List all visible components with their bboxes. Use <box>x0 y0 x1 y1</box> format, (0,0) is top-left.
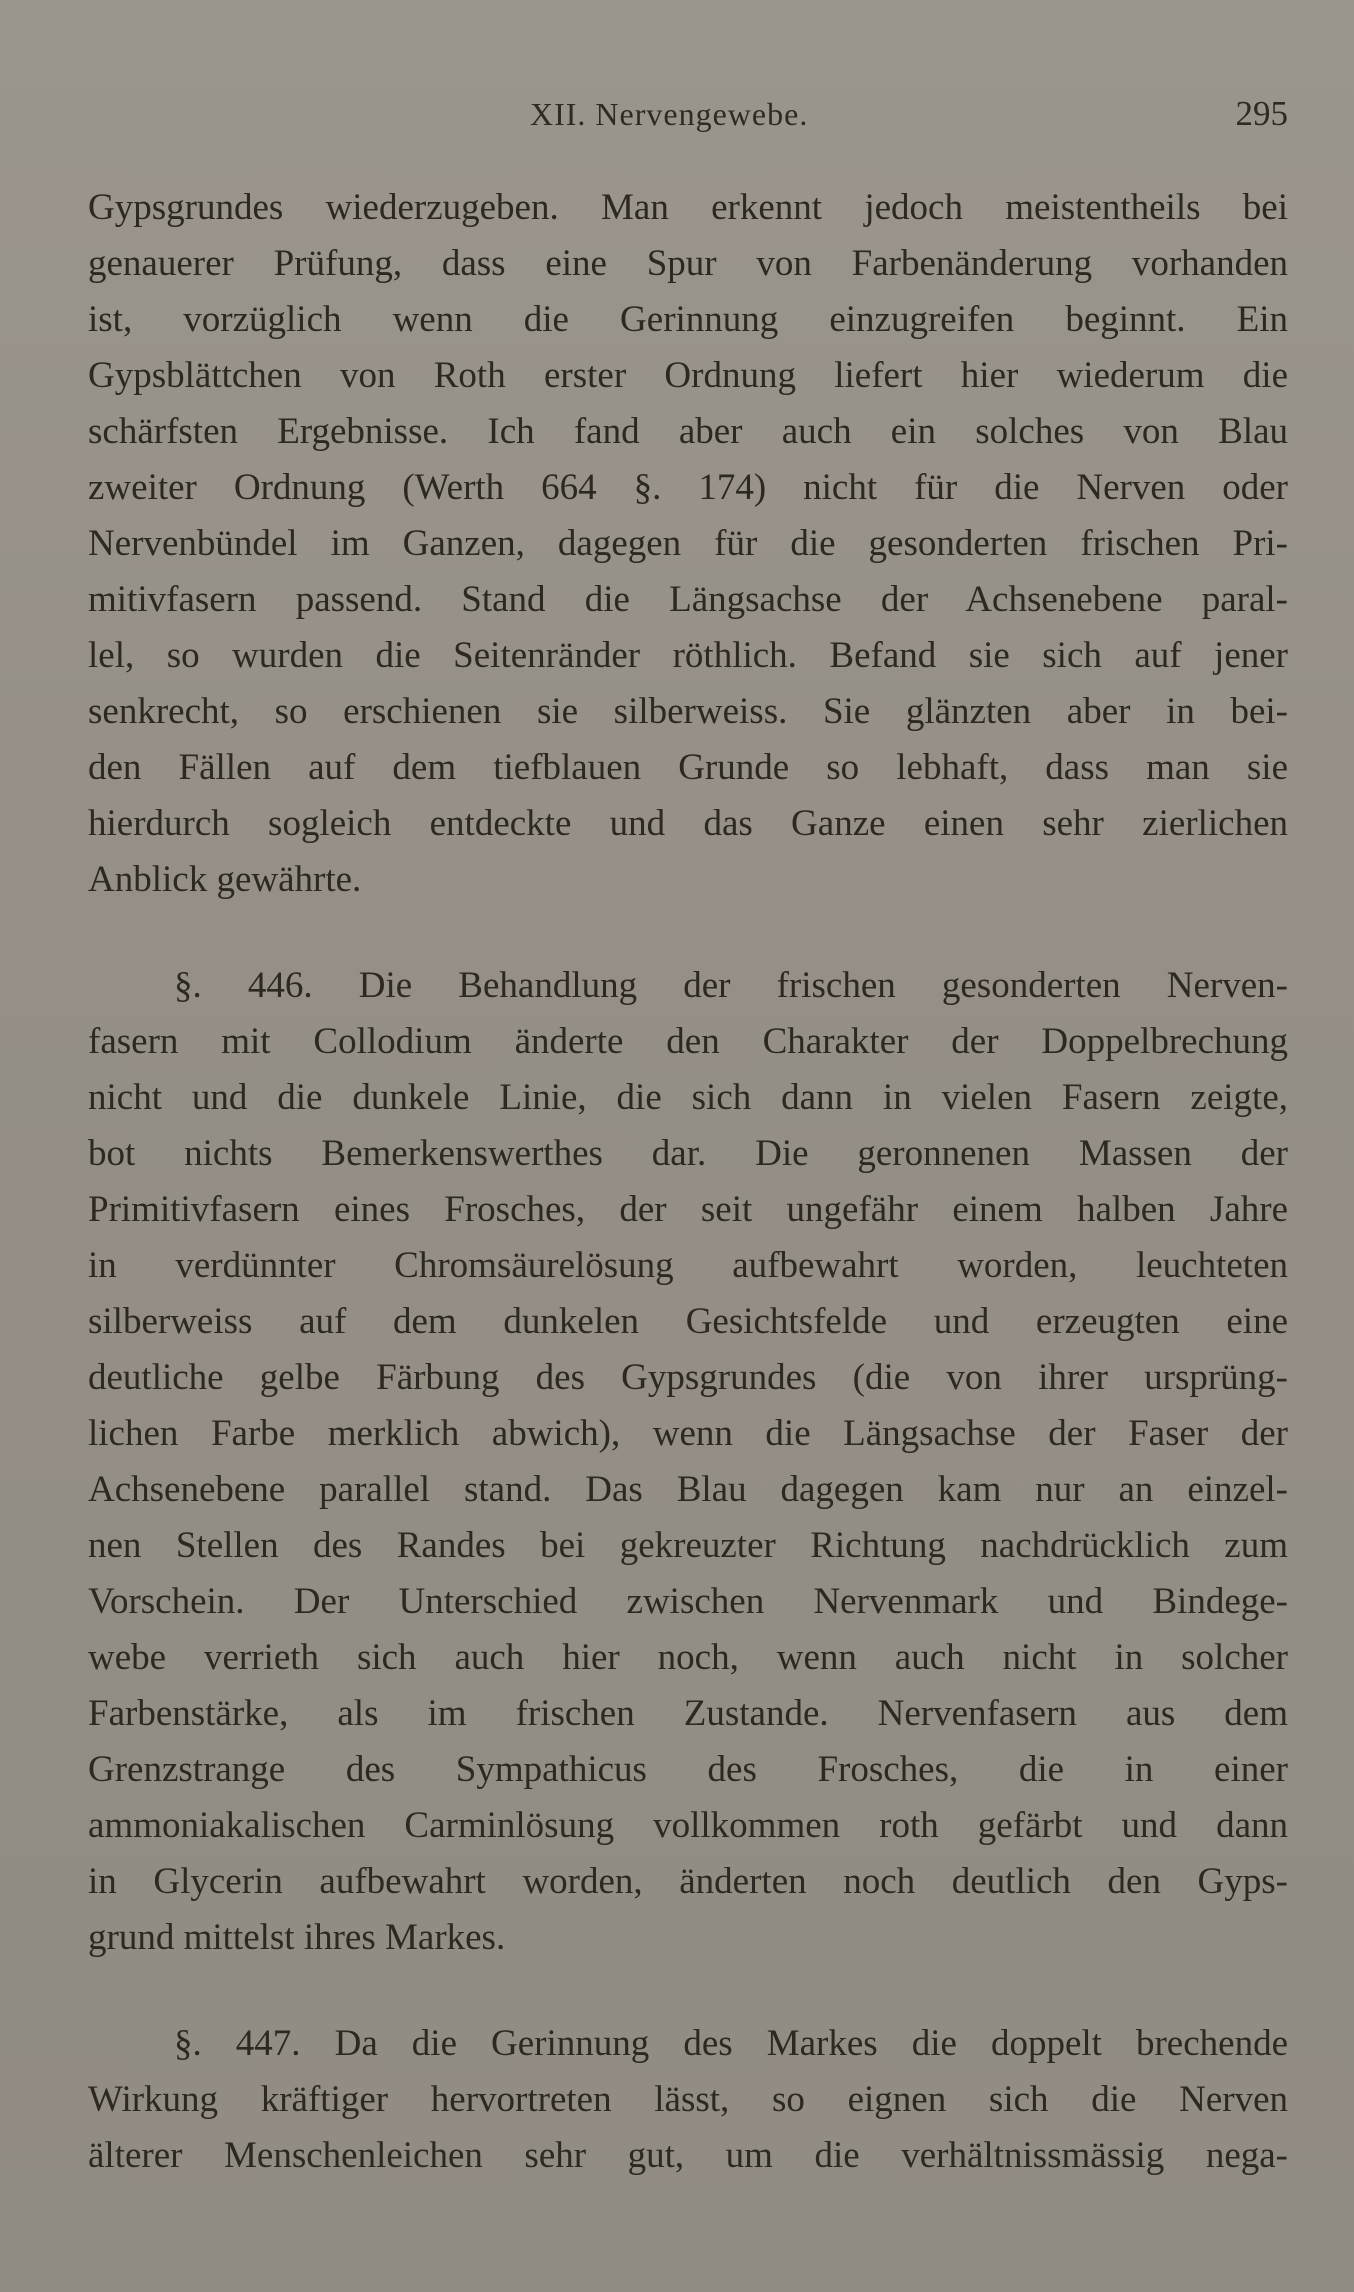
text-line: in Glycerin aufbewahrt worden, änderten noch deutlich den Gyps- <box>88 1861 1288 1902</box>
text-line: ist, vorzüglich wenn die Gerinnung einzugreifen beginnt. Ein <box>88 299 1288 340</box>
text-line: nen Stellen des Randes bei gekreuzter Richtung nachdrücklich zum <box>88 1525 1288 1566</box>
text-line: den Fällen auf dem tiefblauen Grunde so lebhaft, dass man sie <box>88 747 1288 788</box>
text-line: lel, so wurden die Seitenränder röthlich. Befand sie sich auf jener <box>88 635 1288 676</box>
text-line: §. 447. Da die Gerinnung des Markes die doppelt brechende <box>174 2023 1288 2064</box>
text-line: in verdünnter Chromsäurelösung aufbewahrt worden, leuchteten <box>88 1245 1288 1286</box>
text-line: senkrecht, so erschienen sie silberweiss. Sie glänzten aber in bei- <box>88 691 1288 732</box>
text-line: zweiter Ordnung (Werth 664 §. 174) nicht für die Nerven oder <box>88 467 1288 508</box>
page-number: 295 <box>1235 94 1288 133</box>
text-line: Gypsgrundes wiederzugeben. Man erkennt jedoch meistentheils bei <box>88 187 1288 228</box>
text-line: Vorschein. Der Unterschied zwischen Nervenmark und Bindege- <box>88 1581 1288 1622</box>
text-line: grund mittelst ihres Markes. <box>88 1917 506 1958</box>
text-line: fasern mit Collodium änderte den Charakter der Doppelbrechung <box>88 1021 1288 1062</box>
paragraph-446 <box>88 958 1288 1966</box>
text-line: älterer Menschenleichen sehr gut, um die verhältnissmässig nega- <box>88 2135 1288 2176</box>
text-line: lichen Farbe merklich abwich), wenn die Längsachse der Faser der <box>88 1413 1288 1454</box>
text-line: genauerer Prüfung, dass eine Spur von Farbenänderung vorhanden <box>88 243 1288 284</box>
text-line: Grenzstrange des Sympathicus des Frosches, die in einer <box>88 1749 1288 1790</box>
paragraph-gap <box>88 1966 1288 2016</box>
paragraph-1 <box>88 180 1288 908</box>
text-line: Wirkung kräftiger hervortreten lässt, so eignen sich die Nerven <box>88 2079 1288 2120</box>
text-line: ammoniakalischen Carminlösung vollkommen roth gefärbt und dann <box>88 1805 1288 1846</box>
text-line: Primitivfasern eines Frosches, der seit ungefähr einem halben Jahre <box>88 1189 1288 1230</box>
text-line: Nervenbündel im Ganzen, dagegen für die gesonderten frischen Pri- <box>88 523 1288 564</box>
text-line: silberweiss auf dem dunkelen Gesichtsfelde und erzeugten eine <box>88 1301 1288 1342</box>
body-text <box>88 180 1288 2184</box>
text-line: nicht und die dunkele Linie, die sich dann in vielen Fasern zeigte, <box>88 1077 1288 1118</box>
text-line: hierdurch sogleich entdeckte und das Ganze einen sehr zierlichen <box>88 803 1288 844</box>
text-line: Farbenstärke, als im frischen Zustande. Nervenfasern aus dem <box>88 1693 1288 1734</box>
text-line: Gypsblättchen von Roth erster Ordnung liefert hier wiederum die <box>88 355 1288 396</box>
paragraph-447 <box>88 2016 1288 2184</box>
text-line: bot nichts Bemerkenswerthes dar. Die geronnenen Massen der <box>88 1133 1288 1174</box>
text-line: webe verrieth sich auch hier noch, wenn auch nicht in solcher <box>88 1637 1288 1678</box>
text-line: Anblick gewährte. <box>88 859 362 900</box>
text-line: Achsenebene parallel stand. Das Blau dagegen kam nur an einzel- <box>88 1469 1288 1510</box>
page-header <box>88 96 1288 156</box>
running-head: XII. Nervengewebe. <box>530 96 809 132</box>
text-line: mitivfasern passend. Stand die Längsachse der Achsenebene paral- <box>88 579 1288 620</box>
text-line: §. 446. Die Behandlung der frischen gesonderten Nerven- <box>174 965 1288 1006</box>
paragraph-gap <box>88 908 1288 958</box>
text-line: schärfsten Ergebnisse. Ich fand aber auch ein solches von Blau <box>88 411 1288 452</box>
text-line: deutliche gelbe Färbung des Gypsgrundes (die von ihrer ursprüng- <box>88 1357 1288 1398</box>
